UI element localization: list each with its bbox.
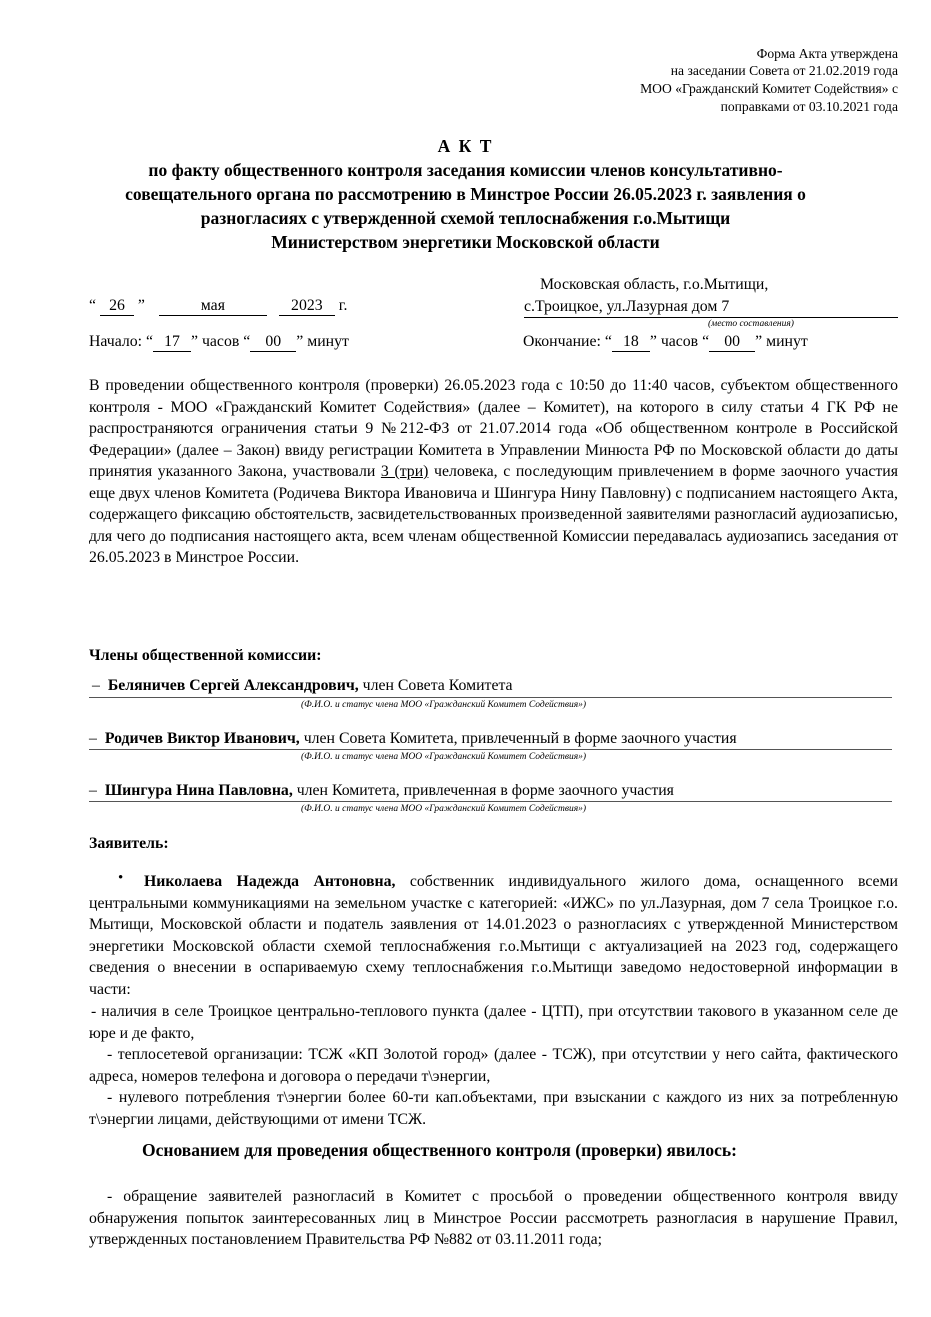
- applicant-item-1: - наличия в селе Троицкое центрально-теплового пункта (далее - ЦТП), при отсутствии такового в указанном селе де юре и де факто,: [89, 1003, 898, 1042]
- title-line-1: по факту общественного контроля заседания комиссии членов консультативно-: [148, 160, 783, 180]
- participant-count: 3 (три): [380, 463, 429, 480]
- member-status: член Совета Комитета: [358, 677, 513, 694]
- member-row: [89, 782, 674, 800]
- title-line-3: разногласиях с утвержденной схемой теплоснабжения г.о.Мытищи: [200, 208, 731, 228]
- member-caption: (Ф.И.О. и статус члена МОО «Гражданский Комитет Содействия»): [301, 804, 587, 814]
- document-title: А К Т: [437, 136, 494, 156]
- place-caption: (место составления): [708, 319, 794, 329]
- title-line-4: Министерством энергетики Московской области: [271, 232, 660, 252]
- place-line-1: Московская область, г.о.Мытищи,: [540, 276, 769, 293]
- approval-line-4: поправками от 03.10.2021 года: [720, 99, 898, 114]
- end-label: Окончание: “: [523, 333, 612, 350]
- end-hours-word: ” часов “: [649, 333, 710, 350]
- date-open-quote: “: [89, 297, 97, 314]
- approval-line-2: на заседании Совета от 21.02.2019 года: [670, 63, 898, 78]
- time-end: [523, 333, 808, 352]
- end-minutes-word: ” минут: [755, 333, 808, 350]
- date-line: [89, 297, 347, 316]
- members-heading: Члены общественной комиссии:: [89, 647, 322, 664]
- intro-paragraph: [89, 375, 898, 569]
- applicant-paragraph: [89, 871, 898, 1000]
- member-underline: [89, 801, 892, 802]
- date-year-suffix: г.: [338, 297, 348, 314]
- start-hours: 17: [153, 333, 191, 352]
- start-minutes: 00: [250, 333, 296, 352]
- member-status: член Совета Комитета, привлеченный в форме заочного участия: [299, 730, 737, 747]
- end-hours: 18: [612, 333, 650, 352]
- start-minutes-word: ” минут: [296, 333, 349, 350]
- date-month: мая: [159, 297, 267, 316]
- applicant-item-2: - теплосетевой организации: ТСЖ «КП Золотой город» (далее - ТСЖ), при отсутствии у него сайта, фактического адреса, номеров телефона и договора о передачи т\энергии,: [89, 1046, 898, 1085]
- end-minutes: 00: [709, 333, 755, 352]
- applicant-item-3: - нулевого потребления т\энергии более 60-ти кап.объектами, при взыскании с каждого из них за потребленную т\энергии лицами, действующими от имени ТСЖ.: [89, 1089, 898, 1128]
- member-underline: [89, 749, 892, 750]
- date-day: 26: [100, 297, 134, 316]
- intro-part-2: человека, с последующим привлечением в форме заочного участия еще двух членов Комитета (Родичева Виктора Ивановича и Шингура Нину Павловну) с подписанием настоящего Акта, содержащего фиксацию обстоятельств, засвидетельствованных произведенной заявителями разногласий аудиозаписью, для чего до подписания настоящего акта, всем членам общественной Комиссии передавалась аудиозапись заседания от 26.05.2023 в Минстрое России.: [89, 463, 898, 566]
- member-underline: [89, 697, 892, 698]
- member-name: Шингура Нина Павловна,: [104, 782, 293, 799]
- place-line-2: с.Троицкое, ул.Лазурная дом 7: [524, 297, 898, 318]
- start-label: Начало: “: [89, 333, 154, 350]
- member-name: Беляничев Сергей Александрович,: [107, 677, 359, 694]
- time-start: [89, 333, 349, 352]
- approval-line-3: МОО «Гражданский Комитет Содействия» с: [640, 81, 898, 96]
- member-status: член Комитета, привлеченная в форме заочного участия: [292, 782, 674, 799]
- member-name: Родичев Виктор Иванович,: [104, 730, 300, 747]
- member-dash: –: [92, 677, 100, 694]
- applicant-bullet: •: [118, 870, 124, 886]
- applicant-name: Николаева Надежда Антоновна,: [144, 873, 396, 890]
- member-dash: –: [89, 730, 97, 747]
- member-row: [92, 677, 513, 695]
- date-year: 2023: [279, 297, 335, 316]
- applicant-text: собственник индивидуального жилого дома, оснащенного всеми центральными коммуникациями на земельном участке с категорией: «ИЖС» по ул.Лазурная, дом 7 села Троицкое г.о. Мытищи, Московской области и податель заявления от 14.01.2023 о разногласиях с утвержденной Министерством энергетики Московской области схемой теплоснабжения г.о.Мытищи с актуализацией на 2023 год, содержащего сведения о внесении в оспариваемую схему теплоснабжения г.о.Мытищи заведомо недостоверной информации в части:: [89, 873, 898, 998]
- member-caption: (Ф.И.О. и статус члена МОО «Гражданский Комитет Содействия»): [301, 700, 587, 710]
- member-dash: –: [89, 782, 97, 799]
- basis-item-1: - обращение заявителей разногласий в Комитет с просьбой о проведении общественного контроля ввиду обнаружения попыток заинтересованных лиц в Минстрое России рассмотреть разногласия в нарушение Правил, утвержденных постановлением Правительства РФ №882 от 03.11.2011 года;: [89, 1188, 898, 1248]
- start-hours-word: ” часов “: [191, 333, 251, 350]
- date-close-quote: ”: [137, 297, 145, 314]
- approval-line-1: Форма Акта утверждена: [756, 46, 898, 61]
- intro-part-1: В проведении общественного контроля (проверки) 26.05.2023 года с 10:50 до 11:40 часов, субъектом общественного контроля - МОО «Гражданский Комитет Содействия» (далее – Комитет), на которого в силу статьи 4 ГК РФ не распространяются ограничения статьи 9 №212-ФЗ от 21.07.2014 года «Об общественном контроле в Российской Федерации» (далее – Закон) ввиду регистрации Комитета в Управлении Минюста РФ по Московской области до даты принятия указанного Закона, участвовали: [89, 377, 898, 480]
- title-line-2: совещательного органа по рассмотрению в Минстрое России 26.05.2023 г. заявления о: [125, 184, 806, 204]
- member-row: [89, 730, 737, 748]
- applicant-heading: Заявитель:: [89, 835, 169, 852]
- basis-heading: Основанием для проведения общественного контроля (проверки) явилось:: [142, 1140, 737, 1160]
- member-caption: (Ф.И.О. и статус члена МОО «Гражданский Комитет Содействия»): [301, 752, 587, 762]
